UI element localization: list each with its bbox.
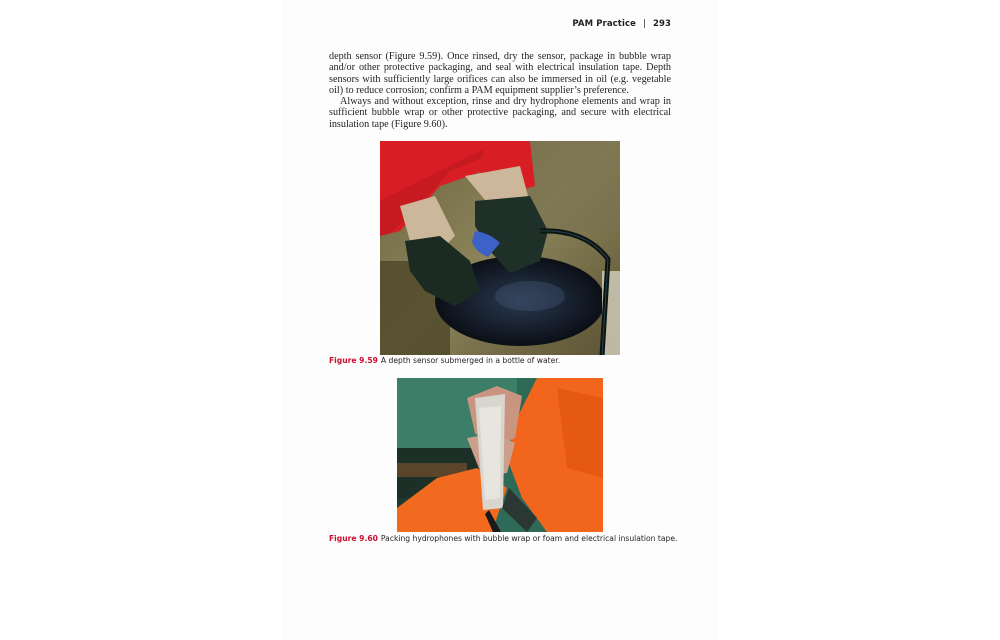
figure-number: Figure 9.59 xyxy=(329,356,378,365)
figure-caption-text: A depth sensor submerged in a bottle of water. xyxy=(380,356,561,365)
paragraph: depth sensor (Figure 9.59). Once rinsed, dry the sensor, package in bubble wrap and/or other protective packaging, and seal with electrical insulation tape. Depth sensors with sufficiently large orifices can also be immersed in oil (e.g. vegetable oil) to reduce corrosion; confirm a PAM equipment supplier’s preference. xyxy=(329,51,671,96)
section-title: PAM Practice xyxy=(572,19,636,29)
figure-9-60-caption xyxy=(329,534,677,543)
book-page xyxy=(285,0,715,640)
header-separator: | xyxy=(642,19,646,29)
page-number: 293 xyxy=(652,19,671,29)
running-head xyxy=(572,19,671,29)
figure-9-60-photo xyxy=(397,378,603,532)
paragraph: Always and without exception, rinse and dry hydrophone elements and wrap in sufficient bubble wrap or other protective packaging, and secure with electrical insulation tape (Figure 9.60). xyxy=(329,96,671,130)
figure-number: Figure 9.60 xyxy=(329,534,378,543)
figure-9-59-photo xyxy=(380,141,620,355)
body-text xyxy=(329,51,671,130)
hydrophone-packing-photo xyxy=(397,378,603,532)
figure-caption-text: Packing hydrophones with bubble wrap or foam and electrical insulation tape. xyxy=(380,534,678,543)
figure-9-59-caption xyxy=(329,356,560,365)
depth-sensor-photo xyxy=(380,141,620,355)
